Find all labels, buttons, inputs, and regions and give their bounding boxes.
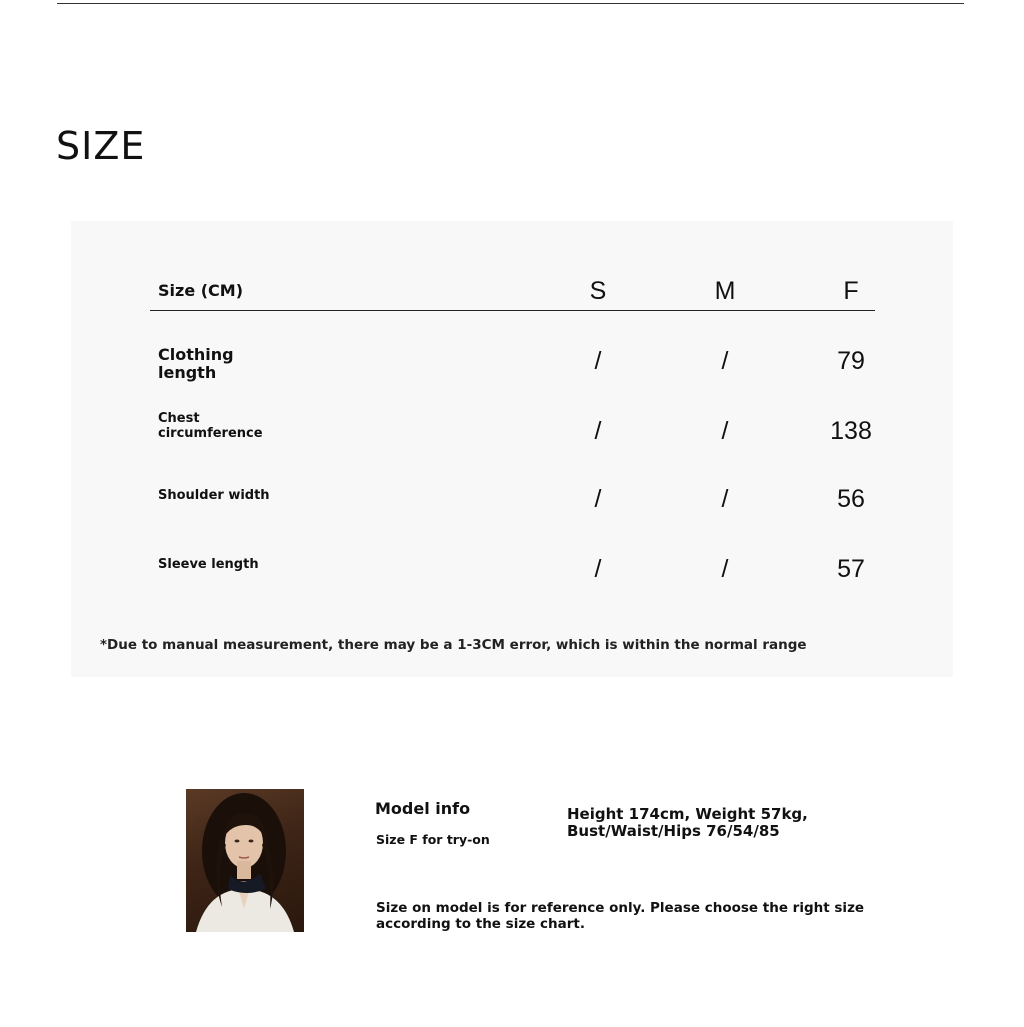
size-unit-header: Size (CM) — [158, 281, 244, 300]
row-label-chest-circumference: Chest circumference — [158, 411, 263, 441]
table-cell: 79 — [837, 347, 865, 375]
table-cell: / — [721, 485, 729, 513]
model-size-tried: Size F for try-on — [376, 832, 490, 847]
row-label-shoulder-width: Shoulder width — [158, 488, 270, 503]
table-cell: / — [594, 555, 602, 583]
model-info-title: Model info — [375, 799, 471, 818]
table-cell: / — [721, 555, 729, 583]
page-title: SIZE — [56, 124, 146, 168]
table-cell: 57 — [837, 555, 865, 583]
column-header-s: S — [589, 277, 607, 305]
measurement-note: *Due to manual measurement, there may be a 1-3CM error, which is within the normal range — [100, 637, 807, 653]
column-header-f: F — [843, 277, 859, 305]
table-cell: / — [721, 347, 729, 375]
table-cell: / — [594, 417, 602, 445]
header-divider — [150, 310, 875, 311]
model-height-weight: Height 174cm, Weight 57kg, — [567, 805, 808, 823]
row-label-sleeve-length: Sleeve length — [158, 557, 259, 572]
table-cell: / — [594, 485, 602, 513]
model-size-disclaimer: Size on model is for reference only. Please choose the right size according to the size chart. — [376, 900, 865, 932]
column-header-m: M — [714, 277, 736, 305]
table-cell: / — [721, 417, 729, 445]
model-photo — [186, 789, 304, 932]
table-cell: 56 — [837, 485, 865, 513]
row-label-clothing-length: Clothing length — [158, 345, 234, 383]
table-cell: 138 — [830, 417, 872, 445]
model-bust-waist-hips: Bust/Waist/Hips 76/54/85 — [567, 821, 780, 840]
top-divider — [57, 3, 964, 4]
table-cell: / — [594, 347, 602, 375]
model-measurements — [567, 806, 867, 839]
